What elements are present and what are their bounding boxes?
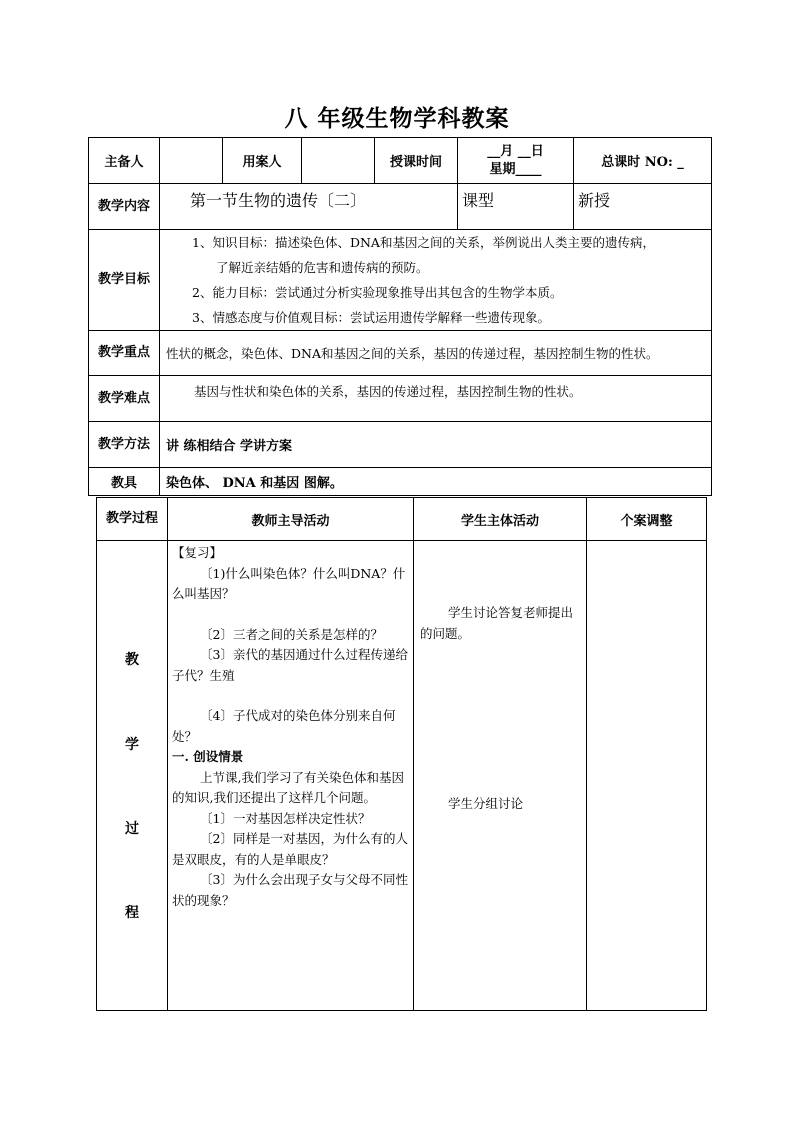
goals-value (160, 230, 712, 331)
preparer-value (160, 138, 223, 184)
tools-label: 教具 (89, 468, 160, 496)
lesson-info-table (88, 137, 712, 496)
process-vertical-label: 教 学 过 程 (97, 541, 168, 1011)
case-adjust-content (587, 541, 707, 1011)
type-label: 课型 (458, 184, 574, 230)
case-adjust-header: 个案调整 (587, 498, 707, 541)
content-label: 教学内容 (89, 184, 160, 230)
scenario-question: 〔3〕为什么会出现子女与父母不同性状的现象？ (172, 872, 408, 908)
review-heading: 【复习】 (172, 545, 223, 560)
difficulties-label: 教学难点 (89, 376, 160, 422)
type-value: 新授 (574, 184, 712, 230)
teacher-activity-content (168, 541, 414, 1011)
goal-line: 3、情感态度与价值观目标：尝试运用遗传学解释一些遗传现象。 (192, 310, 550, 325)
user-value (302, 138, 375, 184)
weekday-line: 星期____ (489, 161, 542, 177)
page-title: 八 年级生物学科教案 (284, 105, 510, 132)
method-value: 讲 练相结合 学讲方案 (160, 422, 712, 468)
teacher-activity-header: 教师主导活动 (168, 498, 414, 541)
goal-line: 1、知识目标：描述染色体、DNA和基因之间的关系，举例说出人类主要的遗传病， (192, 235, 655, 250)
user-label: 用案人 (223, 138, 302, 184)
review-question: 〔2〕三者之间的关系是怎样的？ (200, 626, 383, 642)
tools-value: 染色体、 DNA 和基因 图解。 (160, 468, 712, 496)
method-label: 教学方法 (89, 422, 160, 468)
scenario-text: 上节课,我们学习了有关染色体和基因的知识,我们还提出了这样几个问题。 (172, 769, 404, 805)
scenario-question: 〔1〕一对基因怎样决定性状？ (200, 810, 371, 826)
key-points-value: 性状的概念，染色体、DNA和基因之间的关系，基因的传递过程，基因控制生物的性状。 (160, 331, 712, 376)
section-heading: 一. 创设情景 (172, 749, 244, 764)
review-question: 〔4〕子代成对的染色体分别来自何处？ (172, 708, 396, 744)
student-activity-header: 学生主体活动 (414, 498, 587, 541)
teaching-process-table (96, 497, 707, 1011)
date-line: __月 __日 (487, 143, 544, 159)
goal-line: 2、能力目标：尝试通过分析实验现象推导出其包含的生物学本质。 (192, 285, 563, 300)
student-activity: 学生讨论答复老师提出的问题。 (420, 605, 574, 641)
total-lessons: 总课时 NO: _ (574, 138, 712, 184)
review-question: 〔1)什么叫染色体？什么叫DNA？什么叫基因？ (172, 565, 406, 601)
time-label: 授课时间 (375, 138, 458, 184)
time-value (458, 138, 574, 184)
student-activity: 学生分组讨论 (448, 796, 524, 811)
preparer-label: 主备人 (89, 138, 160, 184)
scenario-question: 〔2〕同样是一对基因，为什么有的人是双眼皮，有的人是单眼皮？ (172, 831, 408, 867)
difficulties-value: 基因与性状和染色体的关系，基因的传递过程，基因控制生物的性状。 (160, 376, 712, 422)
goal-line: 了解近亲结婚的危害和遗传病的预防。 (216, 260, 429, 275)
goals-label: 教学目标 (89, 230, 160, 331)
student-activity-content (414, 541, 587, 1011)
content-value: 第一节生物的遗传〔二〕 (160, 184, 458, 230)
process-label: 教学过程 (97, 498, 168, 541)
key-points-label: 教学重点 (89, 331, 160, 376)
review-question: 〔3〕亲代的基因通过什么过程传递给子代？生殖 (172, 647, 408, 683)
